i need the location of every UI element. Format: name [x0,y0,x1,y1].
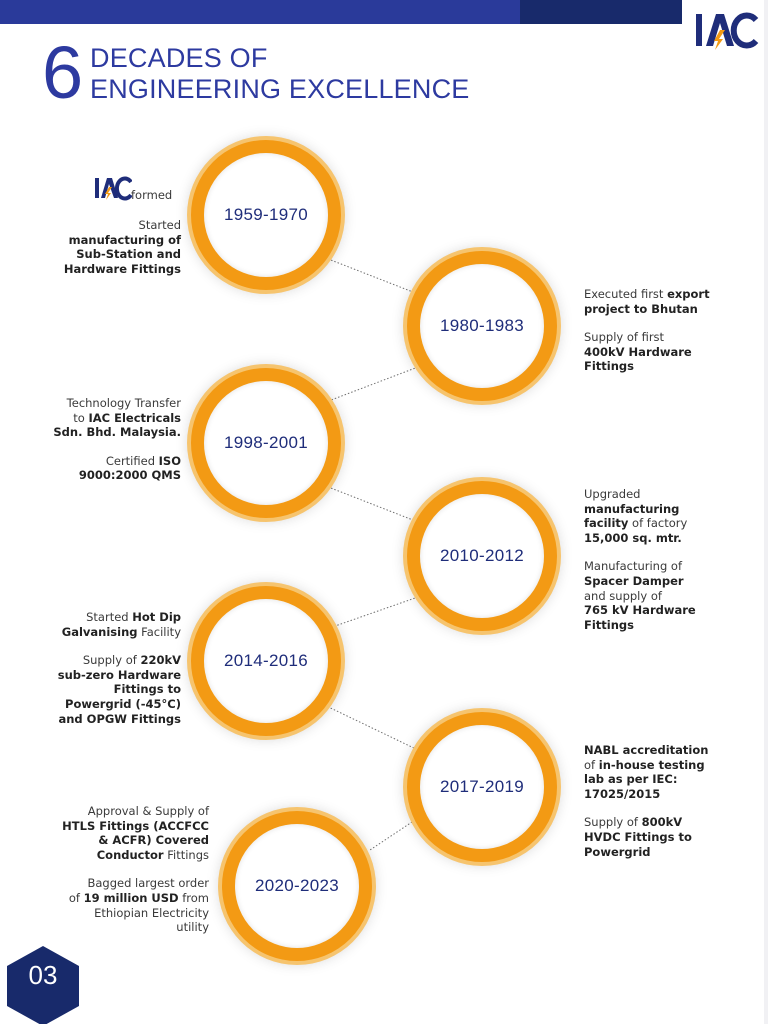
milestone-2010-2012 [407,481,557,631]
description-line: Powergrid (-45°C) [65,696,181,711]
period-label: 2017-2019 [440,777,524,796]
description-paragraph [584,287,710,316]
milestone-2010-2012-description [584,487,696,632]
description-line: Fittings [584,359,634,374]
description-paragraph [53,454,181,483]
formed-label: formed [131,188,173,202]
description-line: and OPGW Fittings [58,711,181,726]
connector-line [318,367,418,405]
milestone-2020-2023-description [62,804,209,935]
period-label: 2010-2012 [440,546,524,565]
description-paragraph [584,559,696,632]
description-line: manufacturing of [68,232,181,247]
description-line: Spacer Damper [584,573,684,588]
description-paragraph [62,804,209,862]
description-line: & ACFR) Covered [98,833,209,848]
description-line: Sub-Station and [76,247,181,262]
connector-line [318,483,418,522]
description-paragraph [58,653,181,726]
description-line: 9000:2000 QMS [78,468,181,483]
milestone-1959-1970-description [64,218,181,276]
description-line: Fittings to [113,682,181,697]
milestone-2020-2023 [222,811,372,961]
milestone-2014-2016 [191,586,341,736]
description-line: 17025/2015 [584,786,661,801]
period-label: 2020-2023 [255,876,339,895]
milestone-1998-2001-description [53,396,181,483]
description-line: Technology Transfer [66,396,181,410]
description-line: Approval & Supply of [87,804,209,818]
description-paragraph [53,396,181,440]
description-line: Started Hot Dip [86,610,181,624]
connector-line [370,818,418,850]
description-line: Supply of 800kV [584,815,683,830]
description-line: 400kV Hardware [584,344,692,359]
description-line: Manufacturing of [584,559,683,574]
description-paragraph [62,876,209,934]
description-paragraph [584,815,708,859]
description-line: and supply of [584,588,662,603]
period-label: 1980-1983 [440,316,524,335]
description-line: Powergrid [584,844,651,859]
description-line: utility [176,920,209,935]
period-label: 1959-1970 [224,205,308,224]
description-line: Started [138,218,181,232]
description-line: HTLS Fittings (ACCFCC [62,818,209,833]
description-line: NABL accreditation [584,743,709,757]
iac-small-logo [94,174,132,202]
connector-line [318,702,418,750]
milestone-1980-1983-description [584,287,710,374]
description-line: Supply of 220kV [82,653,181,668]
description-line: to IAC Electricals [73,410,181,425]
connector-line [318,255,418,294]
description-line: lab as per IEC: [584,772,678,787]
milestone-1980-1983 [407,251,557,401]
heading-number: 6 [42,31,84,114]
milestone-2017-2019-description [584,743,708,859]
heading-line-2: ENGINEERING EXCELLENCE [90,74,470,104]
description-line: Galvanising Facility [61,624,181,639]
milestone-2017-2019 [407,712,557,862]
description-line: Upgraded [584,487,641,501]
milestone-1998-2001 [191,368,341,518]
description-paragraph [584,487,696,545]
description-paragraph [584,743,708,801]
description-line: Hardware Fittings [63,261,181,276]
description-line: Certified ISO [105,453,181,468]
description-line: sub-zero Hardware [57,667,181,682]
description-line: Fittings [584,617,634,632]
description-line: manufacturing [584,501,680,516]
description-line: of 19 million USD from [68,890,209,905]
milestone-1959-1970 [191,140,341,290]
description-paragraph [58,610,181,639]
description-line: project to Bhutan [584,301,698,316]
page-number: 03 [28,960,58,990]
description-line: Bagged largest order [87,876,209,891]
milestone-2014-2016-description [58,610,181,726]
heading-line-1: DECADES OF [90,43,268,73]
description-line: 15,000 sq. mtr. [584,530,682,545]
description-line: facility of factory [584,516,688,531]
description-line: 765 kV Hardware [584,603,696,618]
period-label: 1998-2001 [224,433,308,452]
description-paragraph [584,330,710,374]
description-line: Supply of first [584,330,665,345]
description-line: Sdn. Bhd. Malaysia. [53,425,181,440]
description-line: HVDC Fittings to [584,829,692,844]
description-line: Conductor Fittings [96,847,209,862]
description-line: Ethiopian Electricity [94,905,209,920]
description-line: of in-house testing [584,757,705,772]
description-line: Executed first export [584,287,710,301]
period-label: 2014-2016 [224,651,308,670]
